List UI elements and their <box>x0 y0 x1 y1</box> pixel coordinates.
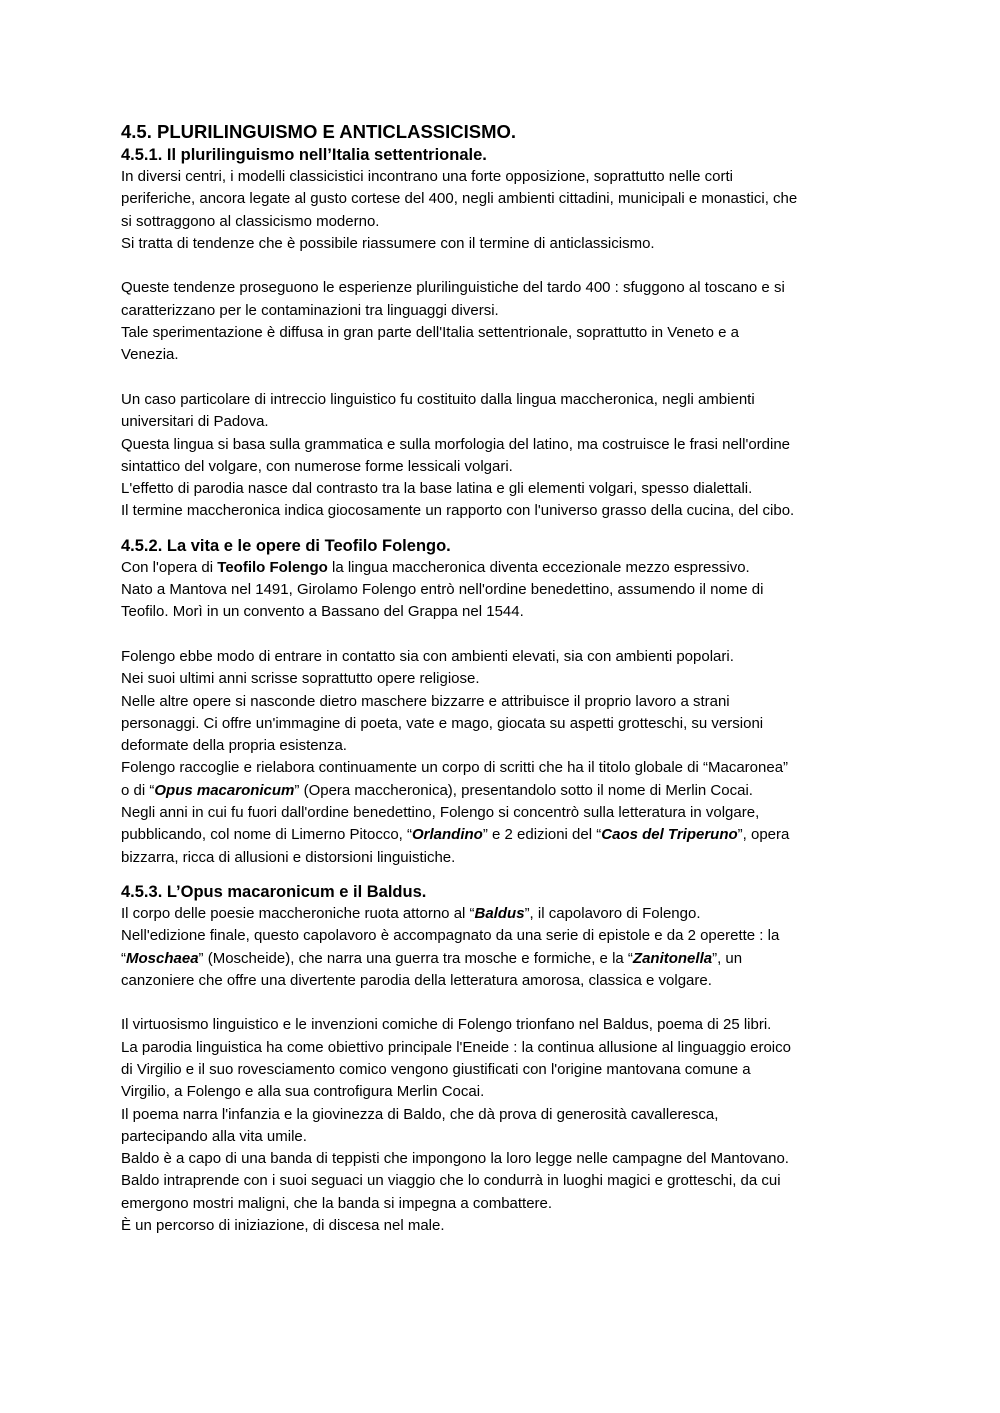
work-title: Caos del Triperuno <box>601 826 738 844</box>
text-line: Il virtuosismo linguistico e le invenzioni comiche di Folengo trionfano nel Baldus, poema di 25 libri. <box>121 1016 772 1034</box>
text-line: L'effetto di parodia nasce dal contrasto tra la base latina e gli elementi volgari, spesso dialettali. <box>121 480 753 498</box>
text-line: Folengo ebbe modo di entrare in contatto sia con ambienti elevati, sia con ambienti popolari. <box>121 647 734 665</box>
document-page <box>121 120 896 1237</box>
text-line: si sottraggono al classicismo moderno. <box>121 212 380 230</box>
text-line: Nelle altre opere si nasconde dietro maschere bizzarre e attribuisce il proprio lavoro a strani <box>121 692 730 710</box>
text-line: Nato a Mantova nel 1491, Girolamo Folengo entrò nell'ordine benedettino, assumendo il nome di <box>121 581 764 599</box>
text-line: Il termine maccheronica indica giocosamente un rapporto con l'universo grasso della cucina, del cibo. <box>121 502 795 520</box>
text-line: emergono mostri maligni, che la banda si impegna a combattere. <box>121 1194 553 1212</box>
text-line: Negli anni in cui fu fuori dall'ordine benedettino, Folengo si concentrò sulla letteratura in volgare, <box>121 804 760 822</box>
author-name: Teofilo Folengo <box>217 558 328 576</box>
text-span: ” (Opera maccheronica), presentandolo sotto il nome di Merlin Cocai. <box>294 781 753 799</box>
text-line: caratterizzano per le contaminazioni tra linguaggi diversi. <box>121 301 499 319</box>
text-line: Questa lingua si basa sulla grammatica e sulla morfologia del latino, ma costruisce le frasi nell'ordine <box>121 435 791 453</box>
subsection-title-4-5-2: 4.5.2. La vita e le opere di Teofilo Folengo. <box>121 536 451 555</box>
text-line: Nell'edizione finale, questo capolavoro è accompagnato da una serie di epistole e da 2 operette : la <box>121 927 780 945</box>
section-title: 4.5. PLURILINGUISMO E ANTICLASSICISMO. <box>121 121 517 142</box>
text-line: Queste tendenze proseguono le esperienze plurilinguistiche del tardo 400 : sfuggono al toscano e si <box>121 279 785 297</box>
text-line <box>121 948 896 970</box>
text-line: Nei suoi ultimi anni scrisse soprattutto opere religiose. <box>121 670 480 688</box>
text-span: ”, opera <box>737 826 790 844</box>
text-span: o di “ <box>121 781 155 799</box>
text-line: canzoniere che offre una divertente parodia della letteratura amorosa, classica e volgare. <box>121 971 712 989</box>
text-line <box>121 557 896 579</box>
paragraph-plurilinguismo <box>121 166 896 523</box>
subsection-title-4-5-3: 4.5.3. L’Opus macaronicum e il Baldus. <box>121 882 427 901</box>
text-span: ” e 2 edizioni del “ <box>482 826 602 844</box>
text-line: periferiche, ancora legate al gusto cortese del 400, negli ambienti cittadini, municipali e monastici, che <box>121 190 798 208</box>
work-title: Orlandino <box>412 826 483 844</box>
subsection-title-4-5-1: 4.5.1. Il plurilinguismo nell’Italia settentrionale. <box>121 146 487 164</box>
paragraph-gap <box>121 624 896 646</box>
text-line <box>121 824 896 846</box>
paragraph-gap <box>121 992 896 1014</box>
text-span: ” (Moscheide), che narra una guerra tra mosche e formiche, e la “ <box>198 949 633 967</box>
text-line: Tale sperimentazione è diffusa in gran parte dell'Italia settentrionale, soprattutto in Veneto e a <box>121 324 739 342</box>
text-line: È un percorso di iniziazione, di discesa nel male. <box>121 1217 445 1235</box>
text-span: Con l'opera di <box>121 558 218 576</box>
paragraph-gap <box>121 255 896 277</box>
text-line: Il poema narra l'infanzia e la giovinezza di Baldo, che dà prova di generosità cavalleresca, <box>121 1105 719 1123</box>
text-line: deformate della propria esistenza. <box>121 737 347 755</box>
text-line <box>121 903 896 925</box>
text-line: personaggi. Ci offre un'immagine di poeta, vate e mago, giocata su aspetti grotteschi, su versioni <box>121 714 764 732</box>
paragraph-folengo <box>121 557 896 869</box>
work-title: Opus macaronicum <box>154 781 295 799</box>
paragraph-baldus <box>121 903 896 1237</box>
text-line: bizzarra, ricca di allusioni e distorsioni linguistiche. <box>121 848 456 866</box>
text-line: Baldo è a capo di una banda di teppisti che impongono la loro legge nelle campagne del Mantovano. <box>121 1150 789 1168</box>
text-span: ”, un <box>712 949 743 967</box>
text-line <box>121 780 896 802</box>
text-line: La parodia linguistica ha come obiettivo principale l'Eneide : la continua allusione al linguaggio eroico <box>121 1038 791 1056</box>
text-span: ”, il capolavoro di Folengo. <box>524 904 701 922</box>
text-line: universitari di Padova. <box>121 413 269 431</box>
text-line: sintattico del volgare, con numerose forme lessicali volgari. <box>121 457 513 475</box>
text-line: Virgilio, a Folengo e alla sua controfigura Merlin Cocai. <box>121 1083 485 1101</box>
work-title: Baldus <box>474 904 525 922</box>
work-title: Zanitonella <box>632 949 713 967</box>
text-line: di Virgilio e il suo rovesciamento comico vengono giustificati con l'origine mantovana comune a <box>121 1060 751 1078</box>
text-line: partecipando alla vita umile. <box>121 1127 307 1145</box>
text-span: Il corpo delle poesie maccheroniche ruota attorno al “ <box>121 904 475 922</box>
text-span: “ <box>121 949 126 967</box>
work-title: Moschaea <box>126 949 199 967</box>
text-span: pubblicando, col nome di Limerno Pitocco, “ <box>121 826 412 844</box>
text-line: Folengo raccoglie e rielabora continuamente un corpo di scritti che ha il titolo globale di “Macaronea” <box>121 759 789 777</box>
text-line: Si tratta di tendenze che è possibile riassumere con il termine di anticlassicismo. <box>121 234 655 252</box>
text-line: Baldo intraprende con i suoi seguaci un viaggio che lo condurrà in luoghi magici e grotteschi, da cui <box>121 1172 781 1190</box>
text-span: la lingua maccheronica diventa eccezionale mezzo espressivo. <box>327 558 750 576</box>
paragraph-gap <box>121 367 896 389</box>
text-line: In diversi centri, i modelli classicistici incontrano una forte opposizione, soprattutto nelle corti <box>121 168 733 185</box>
text-line: Un caso particolare di intreccio linguistico fu costituito dalla lingua maccheronica, negli ambienti <box>121 390 755 408</box>
text-line: Teofilo. Morì in un convento a Bassano del Grappa nel 1544. <box>121 603 524 621</box>
text-line: Venezia. <box>121 346 179 364</box>
